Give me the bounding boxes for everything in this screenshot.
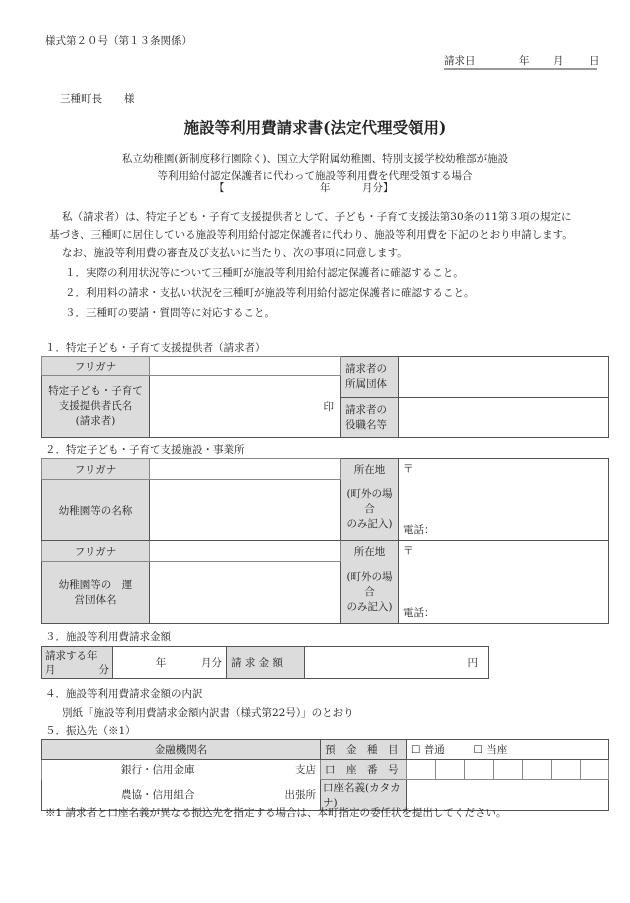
ordinary-label: 普通: [423, 744, 445, 756]
facility-name-input[interactable]: [150, 480, 341, 541]
account-digit-box[interactable]: [436, 760, 465, 780]
facility-name-label: 幼稚園等の名称: [42, 480, 150, 541]
operator-location-label: 所在地: [341, 541, 399, 562]
section3-heading: ３．施設等利用費請求金額: [45, 631, 171, 643]
furigana-input[interactable]: [150, 357, 341, 376]
account-digit-box[interactable]: [581, 760, 609, 780]
org-input[interactable]: [399, 357, 609, 398]
account-digit-box[interactable]: [465, 760, 494, 780]
bank-types-row1[interactable]: 銀行・信用金庫: [42, 760, 207, 780]
location-label: 所在地: [341, 459, 399, 480]
section5-heading: ５．振込先（※1）: [45, 725, 136, 737]
operator-name-label: [42, 562, 150, 624]
subtitle: [0, 151, 630, 185]
request-date-year: 年: [519, 55, 530, 67]
footnote: ※1 請求者と口座名義が異なる振込先を指定する場合は、本町指定の委任状を提出してください。: [45, 807, 507, 819]
subtitle-line: 等利用給付認定保護者に代わって施設等利用費を代理受領する場合: [157, 170, 473, 182]
seal-mark: 印: [323, 401, 334, 413]
addressee-honorific: 様: [124, 93, 135, 105]
position-input[interactable]: [399, 398, 609, 438]
provider-name-label-line: 支援提供者氏名: [58, 400, 133, 412]
request-date-day: 日: [589, 55, 600, 67]
position-label-line: 役職名等: [345, 418, 387, 431]
form-number: 様式第２０号（第１３条関係）: [45, 35, 192, 47]
operator-location-note: [341, 562, 399, 624]
bank-types-row2[interactable]: 農協・信用組合: [42, 780, 207, 811]
postal-mark: 〒: [403, 545, 414, 557]
provider-name-input[interactable]: [150, 376, 341, 438]
provider-name-label-line: (請求者): [75, 415, 116, 427]
location-note: [341, 480, 399, 541]
claim-period-label-line1: 請求する年: [45, 649, 98, 662]
furigana-label: フリガナ: [42, 357, 150, 376]
request-date-underline: [444, 68, 597, 70]
phone-label: 電話：: [403, 524, 435, 536]
location-note-line: のみ記入): [346, 518, 393, 531]
claim-amount-label: 請 求 金 額: [227, 647, 305, 679]
org-label-line: 請求者の: [345, 363, 387, 375]
body-para1-line1: 私（請求者）は、特定子ども・子育て支援提供者として、子ども・子育て支援法第30条の11第３項の規定に: [62, 211, 572, 223]
account-digit-box[interactable]: [494, 760, 523, 780]
claim-period-month: 月分: [201, 657, 222, 669]
account-digit-box[interactable]: [407, 760, 436, 780]
facility-furigana-label: フリガナ: [42, 459, 150, 480]
facility-table: [41, 458, 609, 624]
page-title: 施設等利用費請求書(法定代理受領用): [183, 118, 447, 137]
phone-label: 電話：: [403, 607, 435, 619]
branch-label-row1: 支店: [207, 760, 321, 780]
operator-furigana-input[interactable]: [150, 541, 341, 562]
operator-location-input[interactable]: [399, 541, 609, 624]
deposit-type-label: 預 金 種 目: [321, 740, 407, 760]
section4-text: 別紙「施設等利用費請求金額内訳書（様式第22号）」のとおり: [62, 707, 354, 719]
claim-period-label-fraction: 分: [98, 663, 109, 676]
consent-item: １．実際の利用状況等について三種町が施設等利用給付認定保護者に確認すること。: [65, 267, 464, 279]
addressee-name: 三種町長: [60, 93, 102, 105]
bank-table: [41, 739, 609, 811]
current-label: 当座: [486, 744, 508, 756]
section4-heading: ４．施設等利用費請求金額の内訳: [45, 688, 203, 700]
yen-unit: 円: [467, 657, 478, 669]
operator-name-input[interactable]: [150, 562, 341, 624]
claim-amount-input[interactable]: [305, 647, 489, 679]
org-label: [341, 357, 399, 398]
claim-period-label: [42, 647, 113, 679]
consent-item: ２．利用料の請求・支払い状況を三種町が施設等利用給付認定保護者に確認すること。: [65, 287, 475, 299]
claim-period-label-month: 月: [45, 663, 56, 676]
account-number-label: 口 座 番 号: [321, 760, 407, 780]
account-digit-box[interactable]: [552, 760, 581, 780]
checkbox-ordinary[interactable]: ☐: [411, 744, 421, 756]
checkbox-current[interactable]: ☐: [473, 744, 483, 756]
branch-label-row2: 出張所: [207, 780, 321, 811]
location-note-line: (町外の場合: [346, 570, 393, 598]
org-label-line: 所属団体: [345, 378, 387, 390]
position-label-line: 請求者の: [345, 403, 387, 416]
location-note-line: (町外の場合: [346, 488, 393, 516]
location-note-line: のみ記入): [346, 600, 393, 613]
period-open: 【: [214, 182, 225, 194]
provider-table: [41, 356, 609, 438]
claim-period-input[interactable]: [113, 647, 227, 679]
request-date-month: 月: [553, 55, 564, 67]
provider-name-label-line: 特定子ども・子育て: [48, 385, 143, 397]
request-date-label: 請求日: [444, 55, 476, 67]
operator-furigana-label: フリガナ: [42, 541, 150, 562]
account-digit-box[interactable]: [523, 760, 552, 780]
deposit-type-options: [407, 740, 609, 760]
position-label: [341, 398, 399, 438]
subtitle-line: 私立幼稚園(新制度移行園除く)、国立大学附属幼稚園、特別支援学校幼稚部が施設: [121, 153, 509, 165]
period-year: 年: [320, 182, 331, 194]
location-input[interactable]: [399, 459, 609, 541]
consent-item: ３．三種町の要請・質問等に対応すること。: [65, 307, 275, 319]
body-para1-line2: 基づき、三種町に居住している施設等利用給付認定保護者に代わり、施設等利用費を下記のとおり申請します。: [49, 229, 573, 241]
account-holder-label: 口座名義(カタカナ): [321, 780, 407, 811]
operator-name-label-line: 幼稚園等の 運: [58, 578, 133, 591]
facility-furigana-input[interactable]: [150, 459, 341, 480]
claim-period-year: 年: [155, 657, 167, 669]
operator-name-label-line: 営団体名: [74, 593, 117, 606]
section1-heading: １．特定子ども・子育て支援提供者（請求者）: [45, 342, 266, 354]
period-month: 月分】: [362, 182, 394, 194]
provider-name-label: [42, 376, 150, 438]
amount-table: [41, 646, 489, 679]
body-para2: なお、施設等利用費の審査及び支払いに当たり、次の事項に同意します。: [62, 247, 408, 259]
section2-heading: ２．特定子ども・子育て支援施設・事業所: [45, 444, 245, 456]
bank-name-label: 金融機関名: [42, 740, 321, 760]
postal-mark: 〒: [403, 463, 414, 475]
